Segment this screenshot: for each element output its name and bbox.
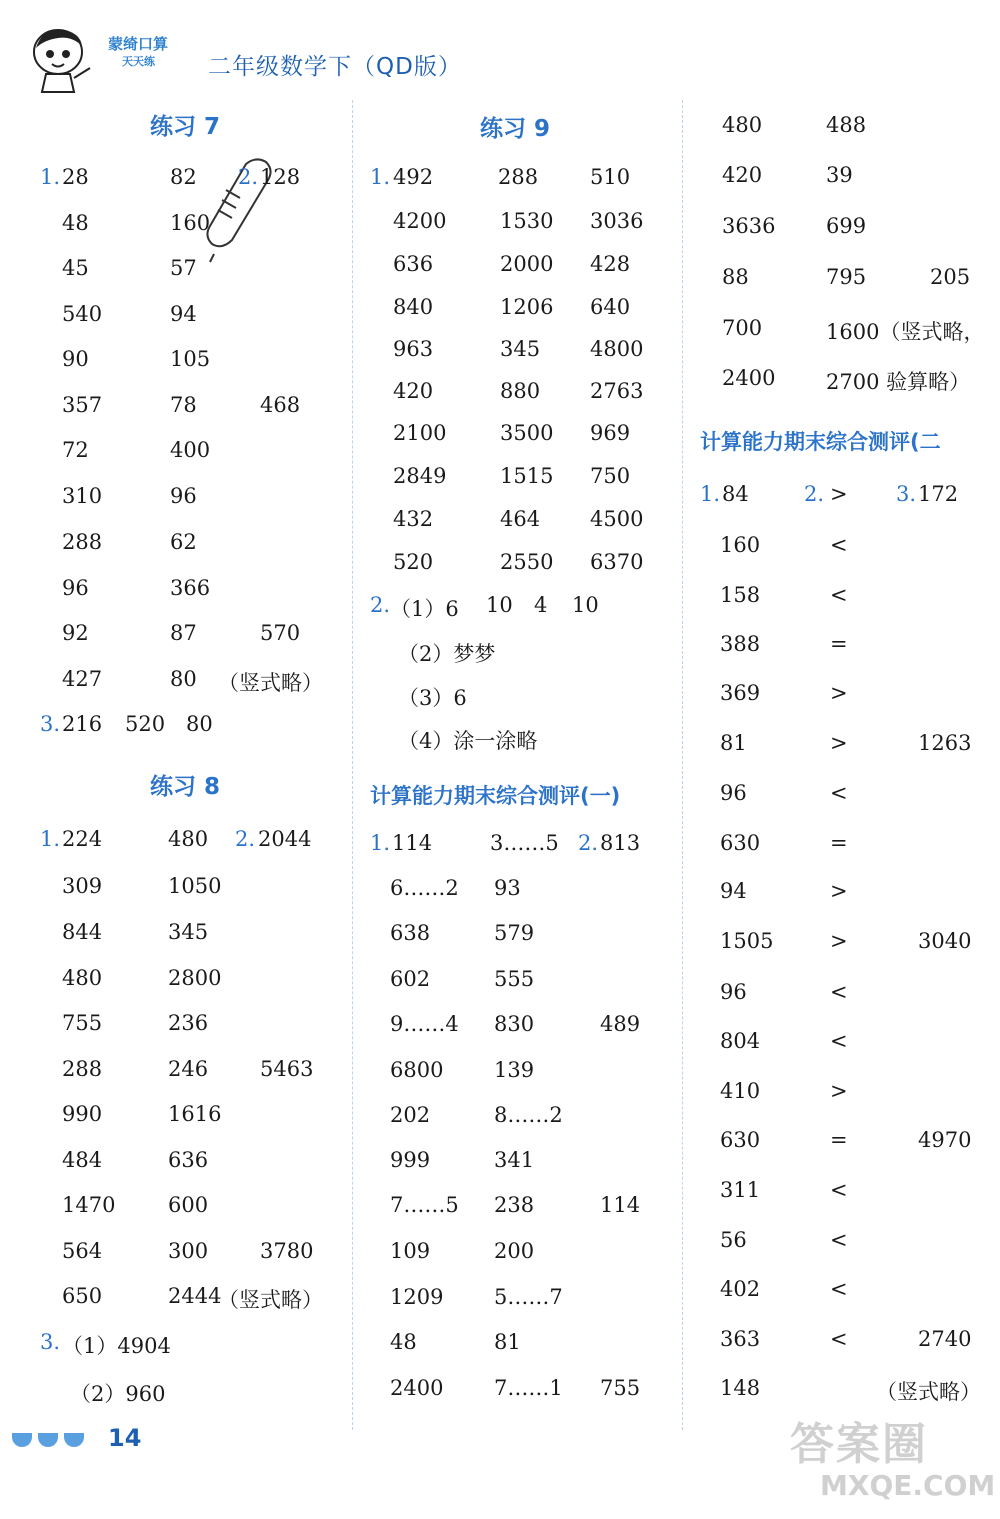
answer-cell: 1530: [500, 209, 554, 233]
answer-cell: 489: [600, 1012, 641, 1036]
answer-cell: 202: [390, 1103, 431, 1127]
answer-cell: 636: [168, 1148, 209, 1172]
answer-cell: 57: [170, 256, 197, 280]
answer-cell: 96: [720, 980, 747, 1004]
answer-cell: 311: [720, 1178, 761, 1202]
answer-cell: 468: [260, 393, 301, 417]
answer-cell: 56: [720, 1228, 747, 1252]
question-number: 1.: [40, 165, 61, 189]
answer-cell: =: [830, 1128, 848, 1152]
question-number: 2.: [804, 482, 825, 506]
answer-cell: 80: [186, 712, 213, 736]
answer-cell: <: [830, 1029, 848, 1053]
answer-cell: 300: [168, 1239, 209, 1263]
answer-cell: 2763: [590, 379, 644, 403]
answer-cell: 310: [62, 484, 103, 508]
answer-cell: >: [830, 879, 848, 903]
answer-cell: 6……2: [390, 876, 459, 900]
answer-cell: 540: [62, 302, 103, 326]
answer-cell: 84: [722, 482, 749, 506]
question-number: 1.: [40, 827, 61, 851]
answer-cell: 160: [720, 533, 761, 557]
answer-cell: 224: [62, 827, 103, 851]
answer-cell: 94: [170, 302, 197, 326]
answer-cell: 1600（竖式略，: [826, 320, 985, 344]
answer-cell: 555: [494, 967, 535, 991]
answer-cell: 3036: [590, 209, 644, 233]
answer-cell: 288: [498, 165, 539, 189]
answer-cell: 464: [500, 507, 541, 531]
answer-cell: 2700 验算略）: [826, 370, 971, 394]
answer-cell: 80: [170, 667, 197, 691]
answer-cell: 420: [722, 163, 763, 187]
answer-cell: 579: [494, 921, 535, 945]
answer-cell: 93: [494, 876, 521, 900]
answer-cell: 969: [590, 421, 631, 445]
answer-cell: >: [830, 1079, 848, 1103]
answer-cell: 1470: [62, 1193, 116, 1217]
answer-cell: 357: [62, 393, 103, 417]
answer-cell: 2740: [918, 1327, 972, 1351]
answer-cell: 420: [393, 379, 434, 403]
answer-cell: 520: [125, 712, 166, 736]
answer-cell: 309: [62, 874, 103, 898]
answer-cell: 238: [494, 1193, 535, 1217]
answer-cell: 78: [170, 393, 197, 417]
answer-cell: 963: [393, 337, 434, 361]
answer-cell: <: [830, 1277, 848, 1301]
answer-cell: 388: [720, 632, 761, 656]
answer-cell: 87: [170, 621, 197, 645]
answer-cell: 410: [720, 1079, 761, 1103]
column-divider: [352, 100, 353, 1430]
answer-cell: 148: [720, 1376, 761, 1400]
page-header: [0, 0, 1000, 100]
answer-cell: 48: [390, 1330, 417, 1354]
answer-cell: 755: [62, 1011, 103, 1035]
answer-cell: 10: [486, 593, 513, 617]
answer-cell: 128: [260, 165, 301, 189]
section-title-ex8: 练习 8: [150, 774, 221, 800]
answer-cell: 636: [393, 252, 434, 276]
question-number: 3.: [40, 712, 61, 736]
answer-cell: 172: [918, 482, 959, 506]
answer-cell: 90: [62, 347, 89, 371]
answer-cell: 400: [170, 438, 211, 462]
answer-cell: 484: [62, 1148, 103, 1172]
answer-cell: 564: [62, 1239, 103, 1263]
answer-cell: <: [830, 1178, 848, 1202]
answer-cell: 28: [62, 165, 89, 189]
answer-cell: 345: [500, 337, 541, 361]
answer-cell: 3500: [500, 421, 554, 445]
answer-cell: 3780: [260, 1239, 314, 1263]
answer-cell: 10: [572, 593, 599, 617]
answer-cell: 72: [62, 438, 89, 462]
answer-cell: 88: [722, 265, 749, 289]
mascot-icon: [28, 22, 98, 96]
book-title: 二年级数学下（QD版）: [208, 54, 462, 80]
brand-logo: 蒙绮口算 天天练: [108, 35, 169, 68]
answer-cell: 62: [170, 530, 197, 554]
answer-cell: 795: [826, 265, 867, 289]
answer-cell: 630: [720, 1128, 761, 1152]
question-number: 2.: [578, 831, 599, 855]
answer-cell: （2）梦梦: [398, 642, 496, 666]
footer-decoration: [12, 1432, 90, 1451]
answer-cell: 92: [62, 621, 89, 645]
answer-cell: 109: [390, 1239, 431, 1263]
question-number: 1.: [700, 482, 721, 506]
answer-cell: 288: [62, 530, 103, 554]
answer-cell: （1）4904: [62, 1334, 171, 1358]
answer-cell: 200: [494, 1239, 535, 1263]
answer-cell: 94: [720, 879, 747, 903]
answer-cell: 105: [170, 347, 211, 371]
answer-cell: 755: [600, 1376, 641, 1400]
answer-cell: 427: [62, 667, 103, 691]
answer-cell: （竖式略）: [218, 671, 323, 695]
answer-cell: （4）涂一涂略: [398, 729, 538, 753]
answer-cell: 480: [722, 113, 763, 137]
answer-cell: <: [830, 980, 848, 1004]
answer-cell: 700: [722, 316, 763, 340]
answer-cell: <: [830, 583, 848, 607]
answer-cell: 999: [390, 1148, 431, 1172]
answer-cell: 96: [62, 576, 89, 600]
dot-icon: [38, 1433, 58, 1447]
answer-cell: 81: [494, 1330, 521, 1354]
answer-cell: 3636: [722, 214, 776, 238]
answer-cell: 7……1: [494, 1376, 563, 1400]
answer-cell: 5……7: [494, 1285, 563, 1309]
answer-cell: 638: [390, 921, 431, 945]
answer-cell: >: [830, 681, 848, 705]
answer-cell: 236: [168, 1011, 209, 1035]
answer-cell: 2400: [390, 1376, 444, 1400]
answer-cell: 6800: [390, 1058, 444, 1082]
question-number: 2.: [235, 827, 256, 851]
answer-cell: 1206: [500, 295, 554, 319]
answer-cell: 488: [826, 113, 867, 137]
answer-cell: 1505: [720, 929, 774, 953]
answer-cell: 4200: [393, 209, 447, 233]
answer-cell: 48: [62, 211, 89, 235]
question-number: 1.: [370, 831, 391, 855]
section-title-ex7: 练习 7: [150, 114, 221, 140]
answer-cell: 4: [534, 593, 548, 617]
answer-cell: 158: [720, 583, 761, 607]
answer-cell: 45: [62, 256, 89, 280]
answer-cell: 2400: [722, 366, 776, 390]
answer-cell: <: [830, 781, 848, 805]
answer-cell: 2000: [500, 252, 554, 276]
answer-cell: 2444: [168, 1284, 222, 1308]
answer-cell: 2550: [500, 550, 554, 574]
answer-cell: 4500: [590, 507, 644, 531]
answer-cell: 600: [168, 1193, 209, 1217]
answer-cell: 1263: [918, 731, 972, 755]
answer-cell: 81: [720, 731, 747, 755]
answer-cell: 7……5: [390, 1193, 459, 1217]
answer-cell: 2044: [258, 827, 312, 851]
answer-cell: 1515: [500, 464, 554, 488]
question-number: 3.: [896, 482, 917, 506]
answer-cell: >: [830, 929, 848, 953]
answer-cell: 880: [500, 379, 541, 403]
answer-cell: 492: [393, 165, 434, 189]
answer-cell: 39: [826, 163, 853, 187]
answer-cell: 1050: [168, 874, 222, 898]
answer-cell: 990: [62, 1102, 103, 1126]
answer-cell: （2）960: [70, 1382, 166, 1406]
question-number: 2.: [370, 593, 391, 617]
answer-cell: <: [830, 533, 848, 557]
dot-icon: [64, 1433, 84, 1447]
answer-cell: 205: [930, 265, 971, 289]
answer-cell: 345: [168, 920, 209, 944]
answer-cell: 341: [494, 1148, 535, 1172]
answer-cell: 3040: [918, 929, 972, 953]
answer-cell: =: [830, 632, 848, 656]
answer-cell: >: [830, 482, 848, 506]
dot-icon: [12, 1433, 32, 1447]
answer-cell: 830: [494, 1012, 535, 1036]
answer-cell: 480: [168, 827, 209, 851]
answer-cell: 2800: [168, 966, 222, 990]
answer-cell: 4970: [918, 1128, 972, 1152]
answer-cell: 844: [62, 920, 103, 944]
question-number: 1.: [370, 165, 391, 189]
answer-cell: 96: [720, 781, 747, 805]
answer-cell: <: [830, 1327, 848, 1351]
watermark: 答案圈 MXQE.COM: [790, 1419, 996, 1502]
answer-cell: 82: [170, 165, 197, 189]
answer-cell: 630: [720, 831, 761, 855]
answer-cell: 9……4: [390, 1012, 459, 1036]
answer-cell: 363: [720, 1327, 761, 1351]
answer-cell: 640: [590, 295, 631, 319]
answer-cell: 520: [393, 550, 434, 574]
answer-cell: 510: [590, 165, 631, 189]
answer-cell: 4800: [590, 337, 644, 361]
answer-cell: >: [830, 731, 848, 755]
page-number: 14: [108, 1424, 142, 1452]
question-number: 2.: [238, 165, 259, 189]
answer-cell: 139: [494, 1058, 535, 1082]
answer-cell: 432: [393, 507, 434, 531]
question-number: 3.: [40, 1330, 61, 1354]
section-title-test1: 计算能力期末综合测评(一): [370, 784, 621, 808]
answer-cell: 750: [590, 464, 631, 488]
answer-cell: 6370: [590, 550, 644, 574]
answer-cell: 2849: [393, 464, 447, 488]
answer-cell: 96: [170, 484, 197, 508]
answer-cell: 480: [62, 966, 103, 990]
answer-cell: 2100: [393, 421, 447, 445]
answer-cell: 114: [600, 1193, 641, 1217]
answer-cell: 402: [720, 1277, 761, 1301]
answer-cell: 813: [600, 831, 641, 855]
answer-cell: 3……5: [490, 831, 559, 855]
section-title-test2: 计算能力期末综合测评(二: [700, 430, 941, 454]
answer-cell: 369: [720, 681, 761, 705]
answer-cell: 650: [62, 1284, 103, 1308]
answer-cell: 160: [170, 211, 211, 235]
answer-cell: =: [830, 831, 848, 855]
section-title-ex9: 练习 9: [480, 116, 551, 142]
answer-cell: 840: [393, 295, 434, 319]
answer-cell: 5463: [260, 1057, 314, 1081]
answer-cell: 366: [170, 576, 211, 600]
answer-cell: 288: [62, 1057, 103, 1081]
answer-cell: 1616: [168, 1102, 222, 1126]
answer-cell: 570: [260, 621, 301, 645]
answer-cell: 246: [168, 1057, 209, 1081]
answer-cell: （3）6: [398, 686, 467, 710]
answer-cell: 8……2: [494, 1103, 563, 1127]
answer-cell: 602: [390, 967, 431, 991]
answer-cell: 1209: [390, 1285, 444, 1309]
answer-cell: 804: [720, 1029, 761, 1053]
answer-cell: 216: [62, 712, 103, 736]
answer-cell: 699: [826, 214, 867, 238]
answer-cell: 428: [590, 252, 631, 276]
answer-cell: （1）6: [390, 597, 459, 621]
answer-cell: <: [830, 1228, 848, 1252]
answer-cell: （竖式略）: [218, 1288, 323, 1312]
answer-cell: 114: [392, 831, 433, 855]
answer-cell: （竖式略）: [876, 1380, 981, 1404]
column-divider: [682, 100, 683, 1430]
